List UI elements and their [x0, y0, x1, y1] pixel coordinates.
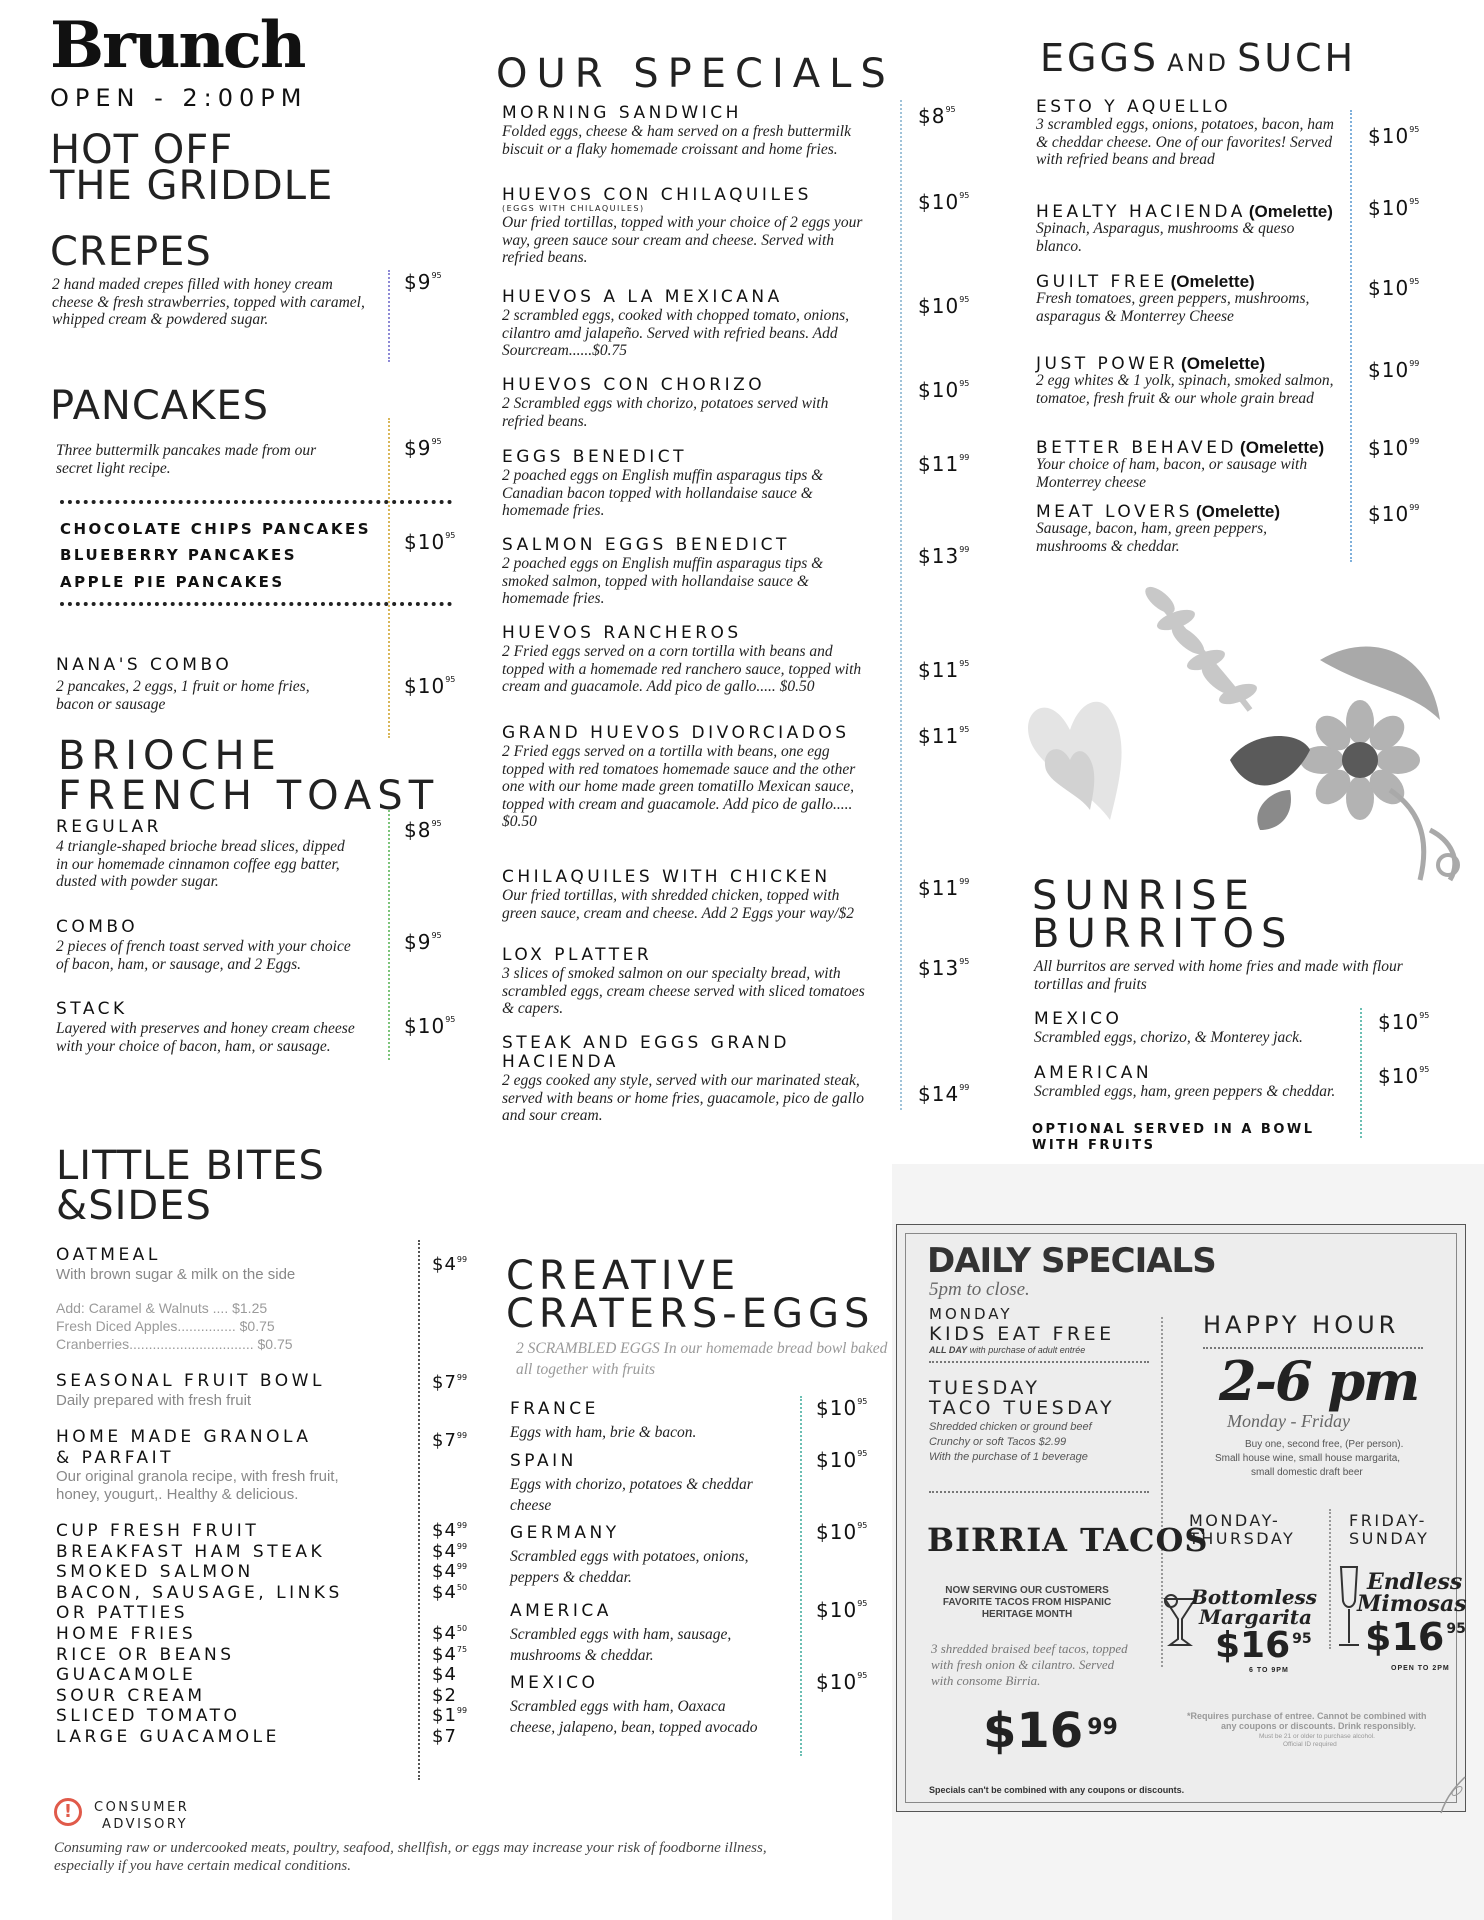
oatmeal-desc: With brown sugar & milk on the side: [56, 1266, 296, 1283]
granola-name-line2: & PARFAIT: [56, 1448, 175, 1468]
margarita-label-line2: Margarita: [1199, 1605, 1312, 1629]
advisory-text-line1: Consuming raw or undercooked meats, poultry, seafood, shellfish, or eggs may increase your risk of foodborne illness,: [54, 1840, 767, 1856]
crepes-title: CREPES: [50, 229, 212, 275]
ft-combo-price: $\$9^{95}$: [404, 930, 442, 954]
crater-item-desc: Scrambled eggs with potatoes, onions, peppers & cheddar.: [510, 1548, 749, 1586]
eggs-item-desc: 3 scrambled eggs, onions, potatoes, bacon, ham & cheddar cheese. One of our favorites! Served with refried beans and bread: [1036, 116, 1334, 168]
advisory-title-line2: ADVISORY: [102, 1817, 189, 1832]
happy-hour-line1: Buy one, second free, (Per person).: [1245, 1439, 1404, 1450]
side-item-name: BACON, SAUSAGE, LINKS: [56, 1582, 343, 1603]
side-item-name: SMOKED SALMON: [56, 1562, 254, 1583]
tuesday-title: TACO TUESDAY: [929, 1397, 1116, 1419]
special-item-price: $\$11^{95}$: [918, 658, 970, 682]
tuesday-line2: Crunchy or soft Tacos $2.99: [929, 1436, 1067, 1448]
burritos-title-line1: SUNRISE: [1032, 873, 1256, 919]
daily-specials-box: [896, 1224, 1466, 1812]
burritos-intro: All burritos are served with home fries and made with flour tortillas and fruits: [1034, 958, 1403, 993]
burrito-item-name: AMERICAN: [1034, 1063, 1153, 1083]
burrito-item-desc: Scrambled eggs, ham, green peppers & cheddar.: [1034, 1083, 1336, 1100]
burritos-title-line2: BURRITOS: [1032, 911, 1294, 957]
burrito-item-desc: Scrambled eggs, chorizo, & Monterey jack.: [1034, 1029, 1303, 1046]
ft-stack-desc: Layered with preserves and honey cream cheese with your choice of bacon, ham, or sausage.: [56, 1020, 355, 1055]
monday-thursday-title-line2: THURSDAY: [1189, 1529, 1296, 1548]
special-item-price: $\$11^{99}$: [918, 876, 970, 900]
special-item-price: $\$10^{95}$: [918, 294, 970, 318]
special-item-name: STEAK AND EGGS GRAND HACIENDA: [502, 1033, 790, 1072]
eggs-item-name: BETTER BEHAVED (Omelette): [1036, 438, 1325, 458]
ft-stack-name: STACK: [56, 999, 128, 1019]
pancake-blueberry: BLUEBERRY PANCAKES: [60, 546, 297, 564]
eggs-item-desc: Sausage, bacon, ham, green peppers, mushrooms & cheddar.: [1036, 520, 1268, 555]
griddle-title-line2: THE GRIDDLE: [50, 163, 334, 209]
exclamation-circle-icon: !: [54, 1798, 82, 1826]
margarita-time: 6 TO 9PM: [1249, 1667, 1289, 1674]
daily-title: DAILY SPECIALS: [927, 1241, 1216, 1281]
special-item-price: $\$10^{95}$: [918, 378, 970, 402]
eggs-item-price: $\$10^{99}$: [1368, 436, 1420, 460]
side-item-name: HOME FRIES: [56, 1624, 197, 1644]
eggs-item-desc: Fresh tomatoes, green peppers, mushrooms, asparagus & Monterrey Cheese: [1036, 290, 1310, 325]
birria-title: BIRRIA TACOS: [927, 1521, 1209, 1559]
eggs-such-title-a: EGGS: [1040, 36, 1160, 80]
ft-combo-name: COMBO: [56, 917, 139, 937]
crater-item-desc: Eggs with chorizo, potatoes & cheddar cheese: [510, 1476, 753, 1514]
curl-stem: [1390, 790, 1455, 880]
menu-title: Brunch: [50, 8, 305, 83]
special-item-name: HUEVOS CON CHILAQUILES: [502, 185, 812, 205]
crater-item-price: $\$10^{95}$: [816, 1396, 868, 1420]
eggs-such-title-c: SUCH: [1237, 36, 1357, 80]
birria-note: NOW SERVING OUR CUSTOMERS FAVORITE TACOS FROM HISPANIC HERITAGE MONTH: [942, 1585, 1112, 1620]
ft-regular-price: $\$8^{95}$: [404, 818, 442, 842]
crater-item-name: AMERICA: [510, 1601, 612, 1621]
special-item-name: SALMON EGGS BENEDICT: [502, 535, 790, 555]
eggs-item-price: $\$10^{95}$: [1368, 276, 1420, 300]
fruit-bowl-price: $\$7^{99}$: [432, 1372, 468, 1393]
margarita-label-line1: Bottomless: [1191, 1585, 1318, 1609]
special-item-desc: 2 eggs cooked any style, served with our marinated steak, served with beans or home fries, guacamole, pico de gallo and sour cream.: [502, 1072, 865, 1124]
eggs-item-desc: Your choice of ham, bacon, or sausage with Monterrey cheese: [1036, 456, 1308, 491]
eggs-item-name: JUST POWER (Omelette): [1036, 354, 1266, 374]
special-item-desc: 2 Fried eggs served on a tortilla with beans, one egg topped with red tomatoes homemade sauce and the other one with our home made green tomatillo Mexican sauce, topped with cream and guacamole. Add pico de gallo..... $0.50: [502, 743, 856, 830]
daily-fine-line1: *Requires purchase of entree. Cannot be combined with: [1187, 1711, 1427, 1721]
side-item-name: RICE OR BEANS: [56, 1644, 235, 1665]
pancake-chocolate-chips: CHOCOLATE CHIPS PANCAKES: [60, 520, 372, 538]
special-item-desc: Our fried tortillas, with shredded chicken, topped with green sauce, cream and cheese. Add 2 Eggs your way/$2: [502, 887, 854, 922]
crepes-price: $\$9^{95}$: [404, 270, 442, 294]
nanas-combo-price: $\$10^{95}$: [404, 674, 456, 698]
french-toast-price-dots: [388, 810, 390, 1060]
happy-hour-line3: small domestic draft beer: [1251, 1467, 1363, 1478]
burrito-item-name: MEXICO: [1034, 1009, 1123, 1029]
special-item-name: HUEVOS A LA MEXICANA: [502, 287, 783, 307]
big-leaf: [1320, 647, 1440, 721]
happy-hour-line2: Small house wine, small house margarita,: [1215, 1453, 1401, 1464]
pancakes-title: PANCAKES: [50, 383, 270, 429]
side-item-price: $\$4^{50}$: [432, 1581, 468, 1603]
special-item-price: $\$11^{95}$: [918, 724, 970, 748]
crepes-desc: 2 hand maded crepes filled with honey cream cheese & fresh strawberries, topped with caramel, whipped cream & powdered sugar.: [52, 276, 365, 328]
granola-name-line1: HOME MADE GRANOLA: [56, 1427, 312, 1447]
crater-item-name: FRANCE: [510, 1399, 599, 1419]
crater-item-desc: Scrambled eggs with ham, sausage, mushrooms & cheddar.: [510, 1626, 732, 1664]
griddle-title-line1: HOT OFF: [50, 127, 234, 173]
granola-price: $\$7^{99}$: [432, 1430, 468, 1451]
special-item-price: $\$8^{95}$: [918, 104, 956, 128]
burrito-item-price: $\$10^{95}$: [1378, 1064, 1430, 1088]
crater-item-price: $\$10^{95}$: [816, 1670, 868, 1694]
eggs-such-price-dots: [1350, 110, 1352, 562]
craters-intro: 2 SCRAMBLED EGGS In our homemade bread bowl baked all together with fruits: [516, 1340, 888, 1378]
dotted-divider-top: [60, 500, 452, 504]
daily-fine-line3: Must be 21 or older to purchase alcohol.: [1259, 1733, 1375, 1740]
special-item-price: $\$10^{95}$: [918, 190, 970, 214]
special-item-desc: 2 poached eggs on English muffin asparagus tips & Canadian bacon topped with hollandaise sauce & homemade fries.: [502, 467, 824, 519]
special-item-name: HUEVOS CON CHORIZO: [502, 375, 766, 395]
craters-title-line2: CRATERS-EGGS: [506, 1291, 875, 1337]
special-item-desc: 2 poached eggs on English muffin asparagus tips & smoked salmon, topped with hollandaise sauce & homemade fries.: [502, 555, 824, 607]
crater-item-price: $\$10^{95}$: [816, 1448, 868, 1472]
burritos-note: OPTIONAL SERVED IN A BOWL WITH FRUITS: [1032, 1122, 1315, 1153]
side-item-price: $2: [432, 1684, 457, 1706]
special-item-name: GRAND HUEVOS DIVORCIADOS: [502, 723, 850, 743]
special-item-desc: Folded eggs, cheese & ham served on a fresh buttermilk biscuit or a flaky homemade croissant and home fries.: [502, 123, 851, 158]
tuesday-line1: Shredded chicken or ground beef: [929, 1421, 1092, 1433]
pancakes-price-dots: [388, 418, 390, 738]
side-item-name: LARGE GUACAMOLE: [56, 1727, 280, 1747]
eggs-such-title: [1040, 36, 1356, 80]
special-item-name: MORNING SANDWICH: [502, 103, 742, 123]
side-item-price: $\$4^{99}$: [432, 1540, 468, 1562]
french-toast-title-line2: FRENCH TOAST: [58, 773, 440, 819]
special-item-name: CHILAQUILES WITH CHICKEN: [502, 867, 831, 887]
side-item-price: $\$4^{50}$: [432, 1623, 468, 1644]
special-item-price: $\$14^{99}$: [918, 1082, 970, 1106]
fruit-bowl-name: SEASONAL FRUIT BOWL: [56, 1371, 325, 1391]
crater-item-name: SPAIN: [510, 1451, 577, 1471]
tuesday-day: TUESDAY: [929, 1377, 1041, 1399]
side-item-name: GUACAMOLE: [56, 1665, 197, 1686]
special-item-name: EGGS BENEDICT: [502, 447, 688, 467]
dotted-divider-bottom: [60, 602, 452, 606]
oatmeal-name: OATMEAL: [56, 1245, 161, 1265]
eggs-item-name: MEAT LOVERS (Omelette): [1036, 502, 1281, 522]
happy-hour-time: 2-6 pm: [1219, 1349, 1419, 1413]
eggs-item-price: $\$10^{95}$: [1368, 124, 1420, 148]
special-item-desc: 2 Fried eggs served on a corn tortilla with beans and topped with a homemade red ranchero sauce, topped with cream and guacamole. Add pico de gallo..... $0.50: [502, 643, 862, 695]
mimosa-price: $16 $^{95}$: [1365, 1615, 1466, 1659]
french-toast-title-line1: BRIOCHE: [58, 733, 282, 779]
nanas-combo-desc: 2 pancakes, 2 eggs, 1 fruit or home fries, bacon or sausage: [56, 678, 310, 713]
side-item-price: $\$1^{99}$: [432, 1705, 468, 1727]
eggs-item-desc: Spinach, Asparagus, mushrooms & queso blanco.: [1036, 220, 1295, 255]
bites-price-dots: [418, 1240, 420, 1780]
happy-hour-days: Monday - Friday: [1227, 1411, 1350, 1431]
floral-decoration: [1010, 580, 1470, 900]
granola-desc: Our original granola recipe, with fresh fruit, honey, yougurt,. Healthy & delicious.: [56, 1468, 339, 1503]
pancakes-desc: Three buttermilk pancakes made from our secret light recipe.: [56, 442, 317, 477]
dark-leaf: [1230, 736, 1310, 785]
eggs-item-price: $\$10^{99}$: [1368, 502, 1420, 526]
eggs-item-name: ESTO Y AQUELLO: [1036, 97, 1232, 117]
special-item-price: $\$13^{95}$: [918, 956, 970, 980]
ft-regular-name: REGULAR: [56, 817, 162, 837]
corner-flourish-icon: [1437, 1775, 1467, 1815]
mimosa-time: OPEN TO 2PM: [1391, 1665, 1450, 1672]
hours-text: OPEN - 2:00PM: [50, 84, 308, 112]
margarita-price: $16 $^{95}$: [1215, 1625, 1312, 1666]
side-item-name: SLICED TOMATO: [56, 1706, 241, 1727]
side-item-price: $\$4^{99}$: [432, 1561, 468, 1583]
tuesday-divider: [929, 1491, 1149, 1493]
monday-day: MONDAY: [929, 1305, 1013, 1323]
eggs-item-price: $\$10^{99}$: [1368, 358, 1420, 382]
eggs-item-name: HEALTY HACIENDA (Omelette): [1036, 202, 1333, 222]
advisory-title-line1: CONSUMER: [94, 1800, 190, 1815]
leaf-branch-left: [1141, 582, 1259, 708]
daily-fine-line4: Official ID required: [1283, 1741, 1337, 1748]
addon-cranberries: Cranberries................................ $0.75: [56, 1336, 293, 1352]
crater-item-price: $\$10^{95}$: [816, 1520, 868, 1544]
special-item-desc: 3 slices of smoked salmon on our specialty bread, with scrambled eggs, cream cheese served with sliced tomatoes & capers.: [502, 965, 865, 1017]
special-item-name: LOX PLATTER: [502, 945, 653, 965]
special-item-desc: Our fried tortillas, topped with your choice of 2 eggs your way, green sauce sour cream and cheese. Served with refried beans.: [502, 214, 863, 266]
crater-item-name: GERMANY: [510, 1523, 620, 1543]
side-item-name: SOUR CREAM: [56, 1685, 206, 1706]
monday-thursday-title-line1: MONDAY-: [1189, 1511, 1281, 1530]
daily-subtitle: 5pm to close.: [929, 1279, 1030, 1300]
monday-title: KIDS EAT FREE: [929, 1323, 1115, 1345]
bites-title-line1: LITTLE BITES: [56, 1143, 325, 1189]
eggs-item-desc: 2 egg whites & 1 yolk, spinach, smoked salmon, tomatoe, fresh fruit & our whole grain bread: [1036, 372, 1334, 407]
ft-stack-price: $\$10^{95}$: [404, 1014, 456, 1038]
ft-regular-desc: 4 triangle-shaped brioche bread slices, dipped in our homemade cinnamon coffee egg batter, dusted with powder sugar.: [56, 838, 345, 890]
tuesday-line3: With the purchase of 1 beverage: [929, 1451, 1088, 1463]
drinks-divider-dots: [1329, 1509, 1331, 1649]
happy-hour-title: HAPPY HOUR: [1203, 1311, 1400, 1339]
special-item-subtitle: (EGGS WITH CHILAQUILES): [502, 204, 645, 213]
addon-apples: Fresh Diced Apples............... $0.75: [56, 1318, 275, 1334]
advisory-text-line2: especially if you have certain medical conditions.: [54, 1858, 351, 1874]
special-item-price: $\$11^{99}$: [918, 452, 970, 476]
side-item-name: CUP FRESH FRUIT: [56, 1521, 260, 1541]
specialty-pancakes-price: $\$10^{95}$: [404, 530, 456, 554]
burrito-item-price: $\$10^{95}$: [1378, 1010, 1430, 1034]
crepes-price-dots: [388, 270, 390, 362]
monday-note: ALL DAY with purchase of adult entrée: [929, 1345, 1086, 1355]
ft-combo-desc: 2 pieces of french toast served with your choice of bacon, ham, or sausage, and 2 Eggs.: [56, 938, 351, 973]
daily-fine-line2: any coupons or discounts. Drink responsibly.: [1221, 1721, 1416, 1731]
crater-item-desc: Eggs with ham, brie & bacon.: [510, 1424, 697, 1441]
burritos-price-dots: [1360, 1008, 1362, 1138]
crater-item-name: MEXICO: [510, 1673, 599, 1693]
crater-item-desc: Scrambled eggs with ham, Oaxaca cheese, jalapeno, bean, topped avocado: [510, 1698, 758, 1736]
bites-title-line2: &SIDES: [56, 1183, 212, 1229]
craters-price-dots: [800, 1396, 802, 1756]
special-item-desc: 2 Scrambled eggs with chorizo, potatoes served with refried beans.: [502, 395, 829, 430]
eggs-item-name: GUILT FREE (Omelette): [1036, 272, 1255, 292]
side-item-price: $4: [432, 1664, 457, 1686]
side-item-price: $\$4^{75}$: [432, 1643, 468, 1665]
special-item-price: $\$13^{99}$: [918, 544, 970, 568]
monday-divider: [929, 1361, 1149, 1363]
friday-sunday-title-line2: SUNDAY: [1349, 1529, 1430, 1548]
oatmeal-price: $\$4^{99}$: [432, 1254, 468, 1275]
birria-desc: 3 shredded braised beef tacos, topped with fresh onion & cilantro. Served with consome Birria.: [931, 1641, 1128, 1688]
pancakes-price: $\$9^{95}$: [404, 436, 442, 460]
mimosa-label-line1: Endless: [1367, 1569, 1463, 1595]
special-item-name: HUEVOS RANCHEROS: [502, 623, 742, 643]
eggs-item-price: $\$10^{95}$: [1368, 196, 1420, 220]
side-item-name: BREAKFAST HAM STEAK: [56, 1541, 326, 1562]
nanas-combo-name: NANA'S COMBO: [56, 655, 233, 675]
specials-price-dots: [900, 100, 902, 1110]
pancake-apple-pie: APPLE PIE PANCAKES: [60, 573, 285, 591]
side-item-price: $\$4^{99}$: [432, 1520, 468, 1541]
daily-footer: Specials can't be combined with any coupons or discounts.: [929, 1785, 1185, 1795]
side-item-price: $7: [432, 1726, 457, 1747]
side-item-name: OR PATTIES: [56, 1603, 189, 1624]
fruit-bowl-desc: Daily prepared with fresh fruit: [56, 1392, 252, 1409]
eggs-such-title-b: AND: [1167, 49, 1229, 77]
specials-title: OUR SPECIALS: [496, 51, 895, 97]
special-item-desc: 2 scrambled eggs, cooked with chopped tomato, onions, cilantro amd jalapeño. Served with refried beans. Add Sourcream......$0.75: [502, 307, 849, 359]
addon-caramel: Add: Caramel & Walnuts .... $1.25: [56, 1300, 268, 1316]
craters-title-line1: CREATIVE: [506, 1253, 741, 1299]
mimosa-label-line2: Mimosas: [1357, 1591, 1467, 1617]
birria-price: $16 $^{99}$: [983, 1703, 1118, 1759]
crater-item-price: $\$10^{95}$: [816, 1598, 868, 1622]
small-leaf: [1257, 790, 1291, 830]
friday-sunday-title-line1: FRIDAY-: [1349, 1511, 1427, 1530]
